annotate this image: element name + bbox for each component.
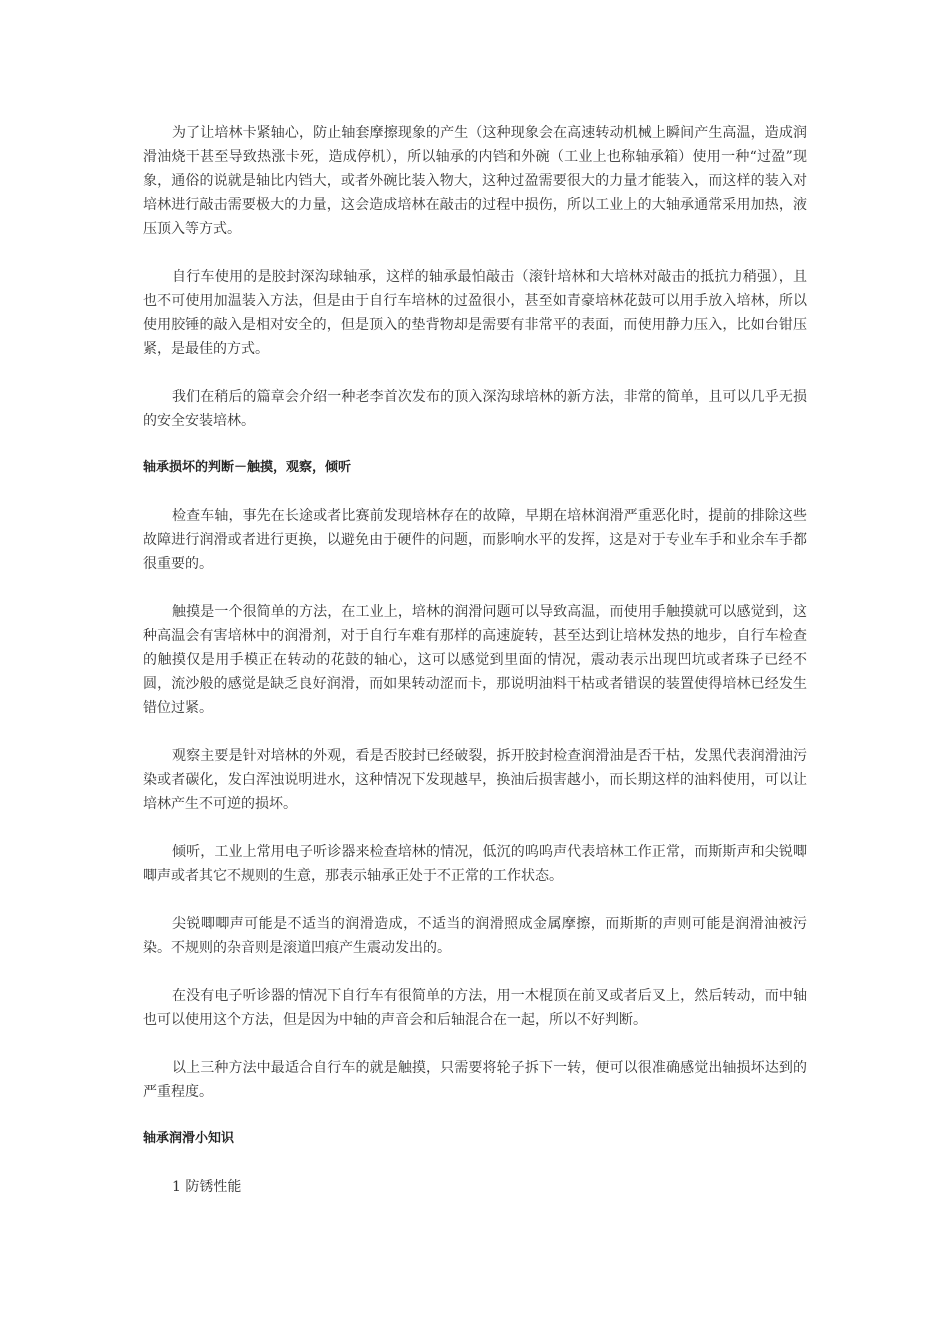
paragraph: 检查车轴，事先在长途或者比赛前发现培林存在的故障，早期在培林润滑严重恶化时，提前的排除这些故障进行润滑或者进行更换，以避免由于硬件的问题，而影响水平的发挥，这是对于专业车手和业余车手都很重要的。 bbox=[143, 508, 807, 572]
paragraph: 在没有电子听诊器的情况下自行车有很简单的方法，用一木棍顶在前叉或者后叉上，然后转动，而中轴也可以使用这个方法，但是因为中轴的声音会和后轴混合在一起，所以不好判断。 bbox=[143, 988, 807, 1028]
paragraph: 倾听，工业上常用电子听诊器来检查培林的情况，低沉的呜呜声代表培林工作正常，而斯斯声和尖锐唧唧声或者其它不规则的生意，那表示轴承正处于不正常的工作状态。 bbox=[143, 844, 807, 884]
paragraph: 观察主要是针对培林的外观，看是否胶封已经破裂，拆开胶封检查润滑油是否干枯，发黑代表润滑油污染或者碳化，发白浑浊说明进水，这种情况下发现越早，换油后损害越小，而长期这样的油料使用，可以让培林产生不可逆的损坏。 bbox=[143, 748, 807, 812]
section-heading: 轴承损坏的判断－触摸，观察，倾听 bbox=[143, 460, 352, 475]
section-heading: 轴承润滑小知识 bbox=[143, 1131, 235, 1146]
paragraph: 以上三种方法中最适合自行车的就是触摸，只需要将轮子拆下一转，便可以很准确感觉出轴损坏达到的严重程度。 bbox=[143, 1060, 807, 1100]
paragraph: 为了让培林卡紧轴心，防止轴套摩擦现象的产生（这种现象会在高速转动机械上瞬间产生高温，造成润滑油烧干甚至导致热涨卡死，造成停机），所以轴承的内铛和外碗（工业上也称轴承箱）使用一种“过盈”现象，通俗的说就是轴比内铛大，或者外碗比装入物大，这种过盈需要很大的力量才能装入，而这样的装入对培林进行敲击需要极大的力量，这会造成培林在敲击的过程中损伤，所以工业上的大轴承通常采用加热，液压顶入等方式。 bbox=[143, 125, 807, 237]
list-item: 1 防锈性能 bbox=[172, 1179, 242, 1195]
document-page bbox=[143, 121, 807, 1199]
paragraph: 尖锐唧唧声可能是不适当的润滑造成，不适当的润滑照成金属摩擦，而斯斯的声则可能是润滑油被污染。不规则的杂音则是滚道凹痕产生震动发出的。 bbox=[143, 916, 807, 956]
paragraph: 触摸是一个很简单的方法，在工业上，培林的润滑问题可以导致高温，而使用手触摸就可以感觉到，这种高温会有害培林中的润滑剂，对于自行车难有那样的高速旋转，甚至达到让培林发热的地步，自行车检查的触摸仅是用手模正在转动的花鼓的轴心，这可以感觉到里面的情况，震动表示出现凹坑或者珠子已经不圆，流沙般的感觉是缺乏良好润滑，而如果转动涩而卡，那说明油料干枯或者错误的装置使得培林已经发生错位过紧。 bbox=[143, 604, 807, 716]
paragraph: 自行车使用的是胶封深沟球轴承，这样的轴承最怕敲击（滚针培林和大培林对敲击的抵抗力稍强），且也不可使用加温装入方法，但是由于自行车培林的过盈很小，甚至如青豪培林花鼓可以用手放入培林，所以使用胶锤的敲入是相对安全的，但是顶入的垫背物却是需要有非常平的表面，而使用静力压入，比如台钳压紧，是最佳的方式。 bbox=[143, 269, 807, 357]
paragraph: 我们在稍后的篇章会介绍一种老李首次发布的顶入深沟球培林的新方法，非常的简单，且可以几乎无损的安全安装培林。 bbox=[143, 389, 807, 429]
